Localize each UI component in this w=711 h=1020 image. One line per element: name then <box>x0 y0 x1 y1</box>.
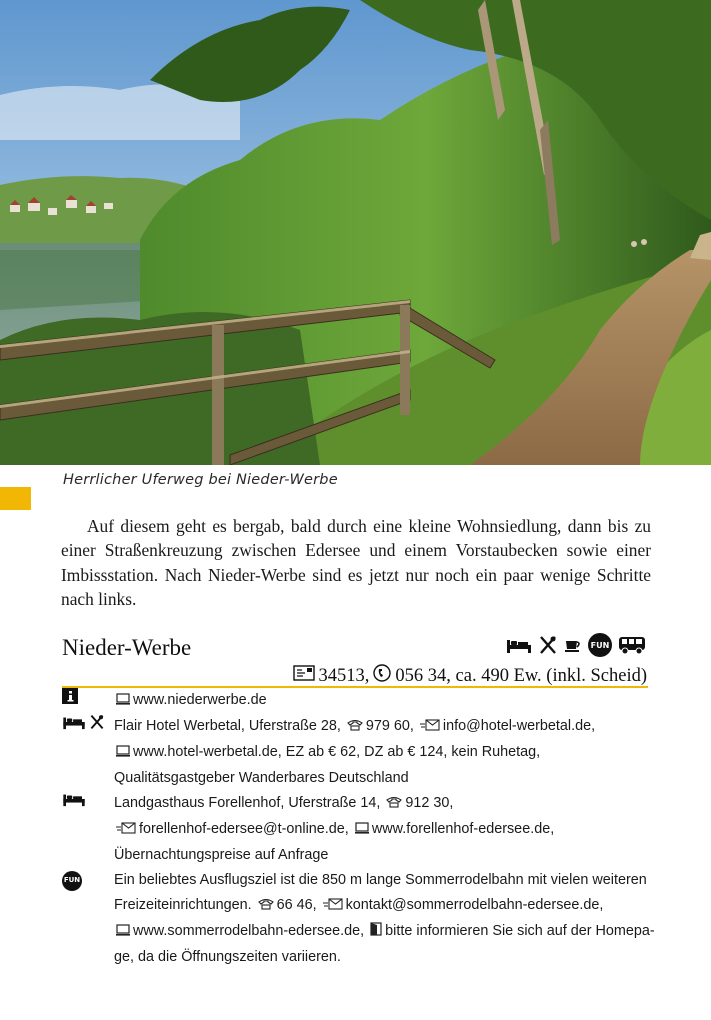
fun-icon <box>588 633 612 657</box>
inn-note: Übernachtungspreise auf Anfrage <box>114 847 329 863</box>
phone-icon <box>258 894 274 919</box>
fun-phone: 66 46, <box>276 897 317 913</box>
page-tab-marker <box>0 487 31 510</box>
fun-text-2: Freizeiteinrichtungen. <box>114 897 252 913</box>
hotel-phone: 979 60, <box>365 718 414 734</box>
cutlery-icon <box>89 714 105 739</box>
hotel-note: Qualitätsgastgeber Wanderbares Deutschland <box>114 770 409 786</box>
info-icon <box>62 688 78 713</box>
entry-hotel <box>62 714 662 791</box>
computer-icon <box>116 689 130 714</box>
fun-hours-1: bitte informieren Sie sich auf der Homepa- <box>385 923 655 939</box>
bed-icon <box>506 636 532 654</box>
fun-icon-label: FUN <box>588 633 612 657</box>
entries-list <box>62 688 662 970</box>
fun-text-1: Ein beliebtes Ausflugsziel ist die 850 m lange Sommerrodelbahn mit vielen weiteren <box>114 872 647 888</box>
inn-phone: 912 30, <box>405 795 454 811</box>
bed-icon <box>62 714 86 739</box>
photo-caption: Herrlicher Uferweg bei Nieder-Werbe <box>63 472 338 488</box>
lakeside-photo <box>0 0 711 465</box>
entry-inn <box>62 791 662 868</box>
fun-icon: FUN <box>62 871 82 891</box>
inn-name: Landgasthaus Forellenhof, Uferstraße 14, <box>114 795 381 811</box>
area-code-population: 056 34, ca. 490 Ew. (inkl. Scheid) <box>395 665 647 686</box>
hotel-web-prices[interactable]: www.hotel-werbetal.de, EZ ab € 62, DZ ab € 124, kein Ruhetag, <box>133 744 541 760</box>
computer-icon <box>355 818 369 843</box>
phone-circle-icon <box>373 664 391 688</box>
entry-fun <box>62 868 662 970</box>
info-web-link[interactable]: www.niederwerbe.de <box>133 692 267 708</box>
postcode: 34513, <box>318 665 370 686</box>
computer-icon <box>116 741 130 766</box>
section-title: Nieder-Werbe <box>62 635 192 660</box>
door-icon <box>370 920 382 945</box>
hotel-email[interactable]: info@hotel-werbetal.de, <box>442 718 596 734</box>
bed-icon <box>62 791 86 816</box>
phone-icon <box>347 715 363 740</box>
phone-icon <box>386 792 402 817</box>
entry-info <box>62 688 662 714</box>
cup-icon <box>564 637 582 653</box>
amenity-icons <box>506 633 646 657</box>
email-icon <box>323 894 343 919</box>
fun-web[interactable]: www.sommerrodelbahn-edersee.de, <box>133 923 365 939</box>
email-icon <box>420 715 440 740</box>
fun-email[interactable]: kontakt@sommerrodelbahn-edersee.de, <box>345 897 604 913</box>
cutlery-icon <box>538 635 558 655</box>
inn-web[interactable]: www.forellenhof-edersee.de, <box>371 821 555 837</box>
hotel-name: Flair Hotel Werbetal, Uferstraße 28, <box>114 718 341 734</box>
body-paragraph <box>61 514 651 612</box>
fun-hours-2: ge, da die Öffnungszeiten variieren. <box>114 949 341 965</box>
email-icon <box>116 818 136 843</box>
inn-email[interactable]: forellenhof-edersee@t-online.de, <box>139 821 349 837</box>
mail-icon <box>293 665 315 687</box>
bus-icon <box>618 635 646 655</box>
town-contact-line <box>293 664 647 688</box>
computer-icon <box>116 920 130 945</box>
body-paragraph-text: Auf diesem geht es bergab, bald durch eine kleine Wohnsiedlung, dann bis zu einer Straßenkreuzung zwischen Edersee und einem Vorstaubecken sowie einer Imbissstation. Nach Nieder-Werbe sind es jetzt nur noch ein paar wenige Schritte nach links. <box>61 516 651 610</box>
